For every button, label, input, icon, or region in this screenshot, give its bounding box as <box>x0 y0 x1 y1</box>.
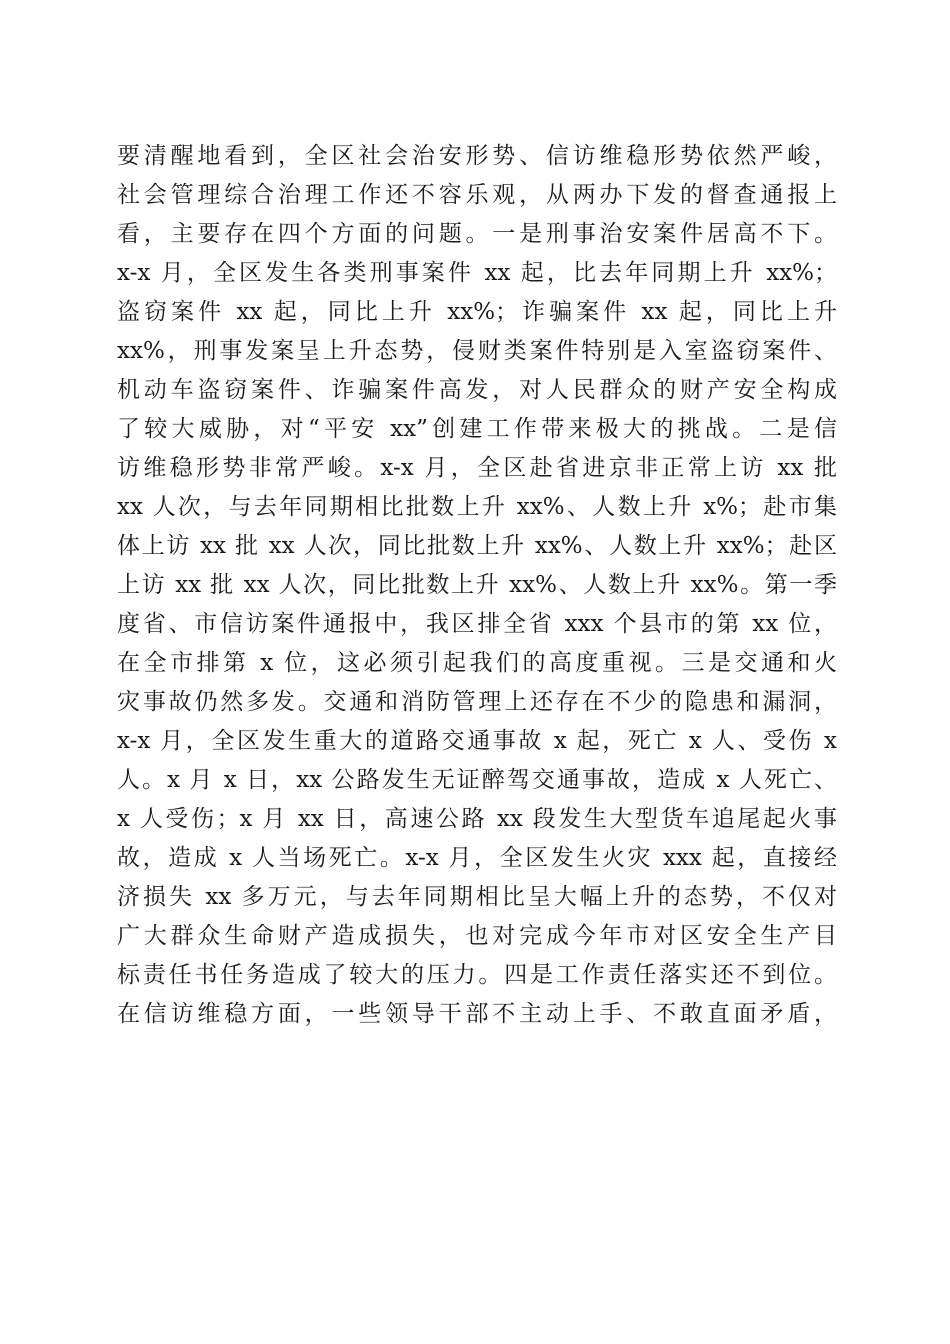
text-line: 要清醒地看到，全区社会治安形势、信访维稳形势依然严峻， <box>117 143 837 169</box>
text-line: 灾事故仍然多发。交通和消防管理上还存在不少的隐患和漏洞， <box>117 689 837 715</box>
text-line: 了较大威胁，对“平安 xx”创建工作带来极大的挑战。二是信 <box>117 416 837 442</box>
text-line: 在信访维稳方面，一些领导干部不主动上手、不敢直面矛盾， <box>117 1001 837 1027</box>
text-line: 上访 xx 批 xx 人次，同比批数上升 xx%、人数上升 xx%。第一季 <box>117 572 837 598</box>
text-line: xx%，刑事发案呈上升态势，侵财类案件特别是入室盗窃案件、 <box>117 338 837 364</box>
body-text <box>117 137 837 1034</box>
text-line: 故，造成 x 人当场死亡。x-x 月，全区发生火灾 xxx 起，直接经 <box>117 845 837 871</box>
text-line: xx 人次，与去年同期相比批数上升 xx%、人数上升 x%；赴市集 <box>117 494 837 520</box>
text-line: 广大群众生命财产造成损失，也对完成今年市对区安全生产目 <box>117 923 837 949</box>
text-line: 看，主要存在四个方面的问题。一是刑事治安案件居高不下。 <box>117 221 837 247</box>
text-line: 访维稳形势非常严峻。x-x 月，全区赴省进京非正常上访 xx 批 <box>117 455 837 481</box>
text-line: 盗窃案件 xx 起，同比上升 xx%；诈骗案件 xx 起，同比上升 <box>117 299 837 325</box>
text-line: 人。x 月 x 日，xx 公路发生无证醉驾交通事故，造成 x 人死亡、 <box>117 767 837 793</box>
text-line: x-x 月，全区发生各类刑事案件 xx 起，比去年同期上升 xx%； <box>117 260 837 286</box>
text-line: x-x 月，全区发生重大的道路交通事故 x 起，死亡 x 人、受伤 x <box>117 728 837 754</box>
text-line: 标责任书任务造成了较大的压力。四是工作责任落实还不到位。 <box>117 962 837 988</box>
text-line: 度省、市信访案件通报中，我区排全省 xxx 个县市的第 xx 位， <box>117 611 837 637</box>
text-line: 机动车盗窃案件、诈骗案件高发，对人民群众的财产安全构成 <box>117 377 837 403</box>
text-line: 济损失 xx 多万元，与去年同期相比呈大幅上升的态势，不仅对 <box>117 884 837 910</box>
text-line: 体上访 xx 批 xx 人次，同比批数上升 xx%、人数上升 xx%；赴区 <box>117 533 837 559</box>
text-line: 在全市排第 x 位，这必须引起我们的高度重视。三是交通和火 <box>117 650 837 676</box>
text-line: 社会管理综合治理工作还不容乐观，从两办下发的督查通报上 <box>117 182 837 208</box>
text-line: x 人受伤；x 月 xx 日，高速公路 xx 段发生大型货车追尾起火事 <box>117 806 837 832</box>
